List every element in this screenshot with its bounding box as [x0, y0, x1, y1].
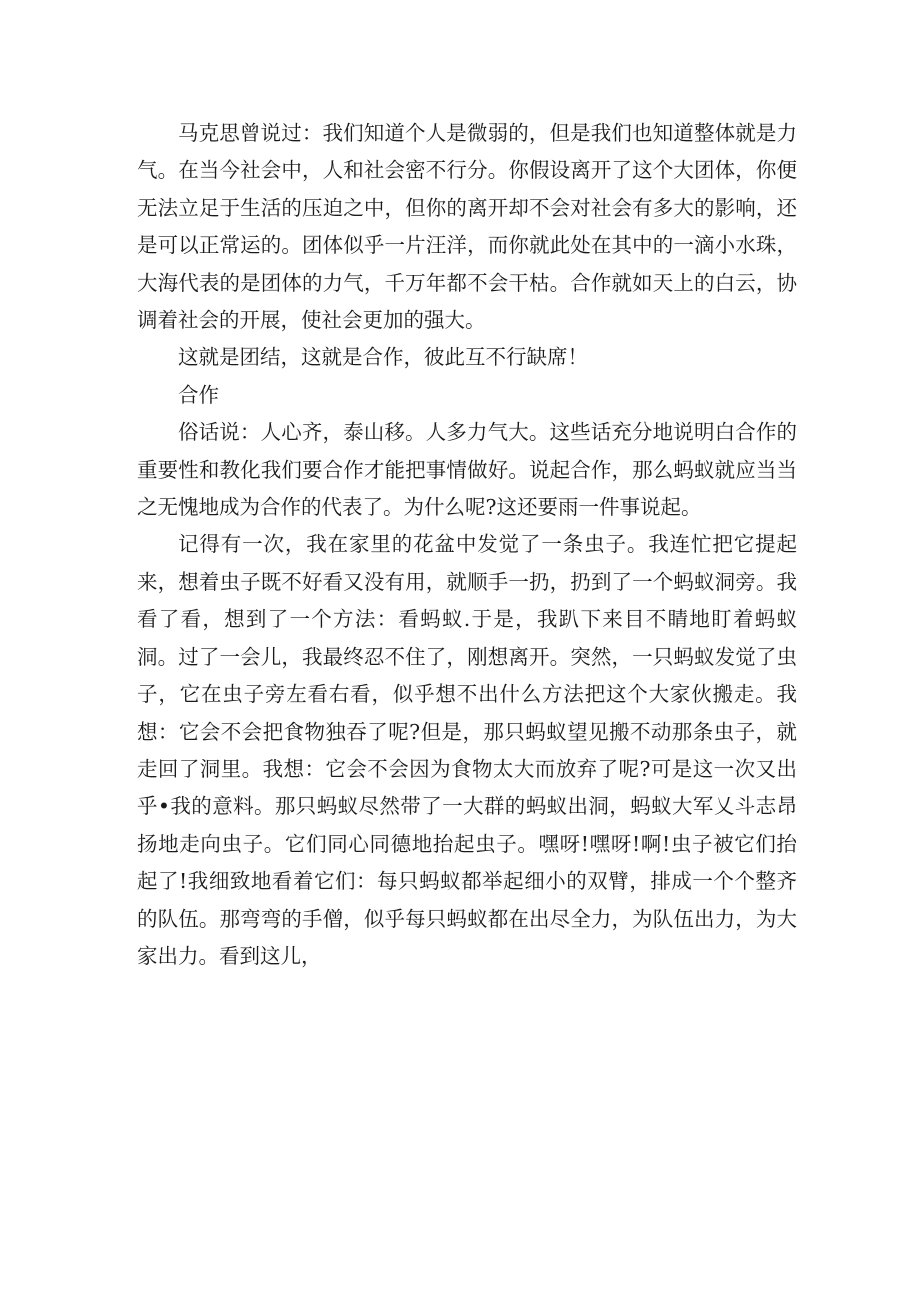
- essay-title: 合作: [178, 382, 219, 407]
- paragraph-proverb: 俗话说：人心齐，泰山移。人多力气大。这些话充分地说明白合作的重要性和教化我们要合作才能把事情做好。说起合作，那么蚂蚁就应当当之无愧地成为合作的代表了。为什么呢?这还要雨一件事说起。: [137, 420, 797, 520]
- paragraph-unity: 这就是团结，这就是合作，彼此互不行缺席！: [178, 345, 588, 370]
- paragraph-ant-story: 记得有一次，我在家里的花盆中发觉了一条虫子。我连忙把它提起来，想着虫子既不好看又没有用，就顺手一扔，扔到了一个蚂蚁洞旁。我看了看，想到了一个方法：看蚂蚁.于是，我趴下来目不睛地盯着蚂蚁洞。过了一会儿，我最终忍不住了，刚想离开。突然，一只蚂蚁发觉了虫子，它在虫子旁左看右看，似乎想不出什么方法把这个大家伙搬走。我想：它会不会把食物独吞了呢?但是，那只蚂蚁望见搬不动那条虫子，就走回了洞里。我想：它会不会因为食物太大而放弃了呢?可是这一次又出乎•我的意料。那只蚂蚁尽然带了一大群的蚂蚁出洞，蚂蚁大军乂斗志昂扬地走向虫子。它们同心同德地抬起虫子。嘿呀!嘿呀!啊!虫子被它们抬起了!我细致地看着它们：每只蚂蚁都举起细小的双臂，排成一个个整齐的队伍。那弯弯的手僧，似乎每只蚂蚁都在出尽全力，为队伍出力，为大家出力。看到这儿，: [137, 532, 797, 968]
- paragraph-marx-quote: 马克思曾说过：我们知道个人是微弱的，但是我们也知道整体就是力气。在当今社会中，人和社会密不行分。你假设离开了这个大团体，你便无法立足于生活的压迫之中，但你的离开却不会对社会有多大的影响，还是可以正常运的。团体似乎一片汪洋，而你就此处在其中的一滴小水珠，大海代表的是团体的力气，千万年都不会干枯。合作就如天上的白云，协调着社会的开展，使社会更加的强大。: [137, 121, 797, 333]
- document-body: [137, 115, 797, 975]
